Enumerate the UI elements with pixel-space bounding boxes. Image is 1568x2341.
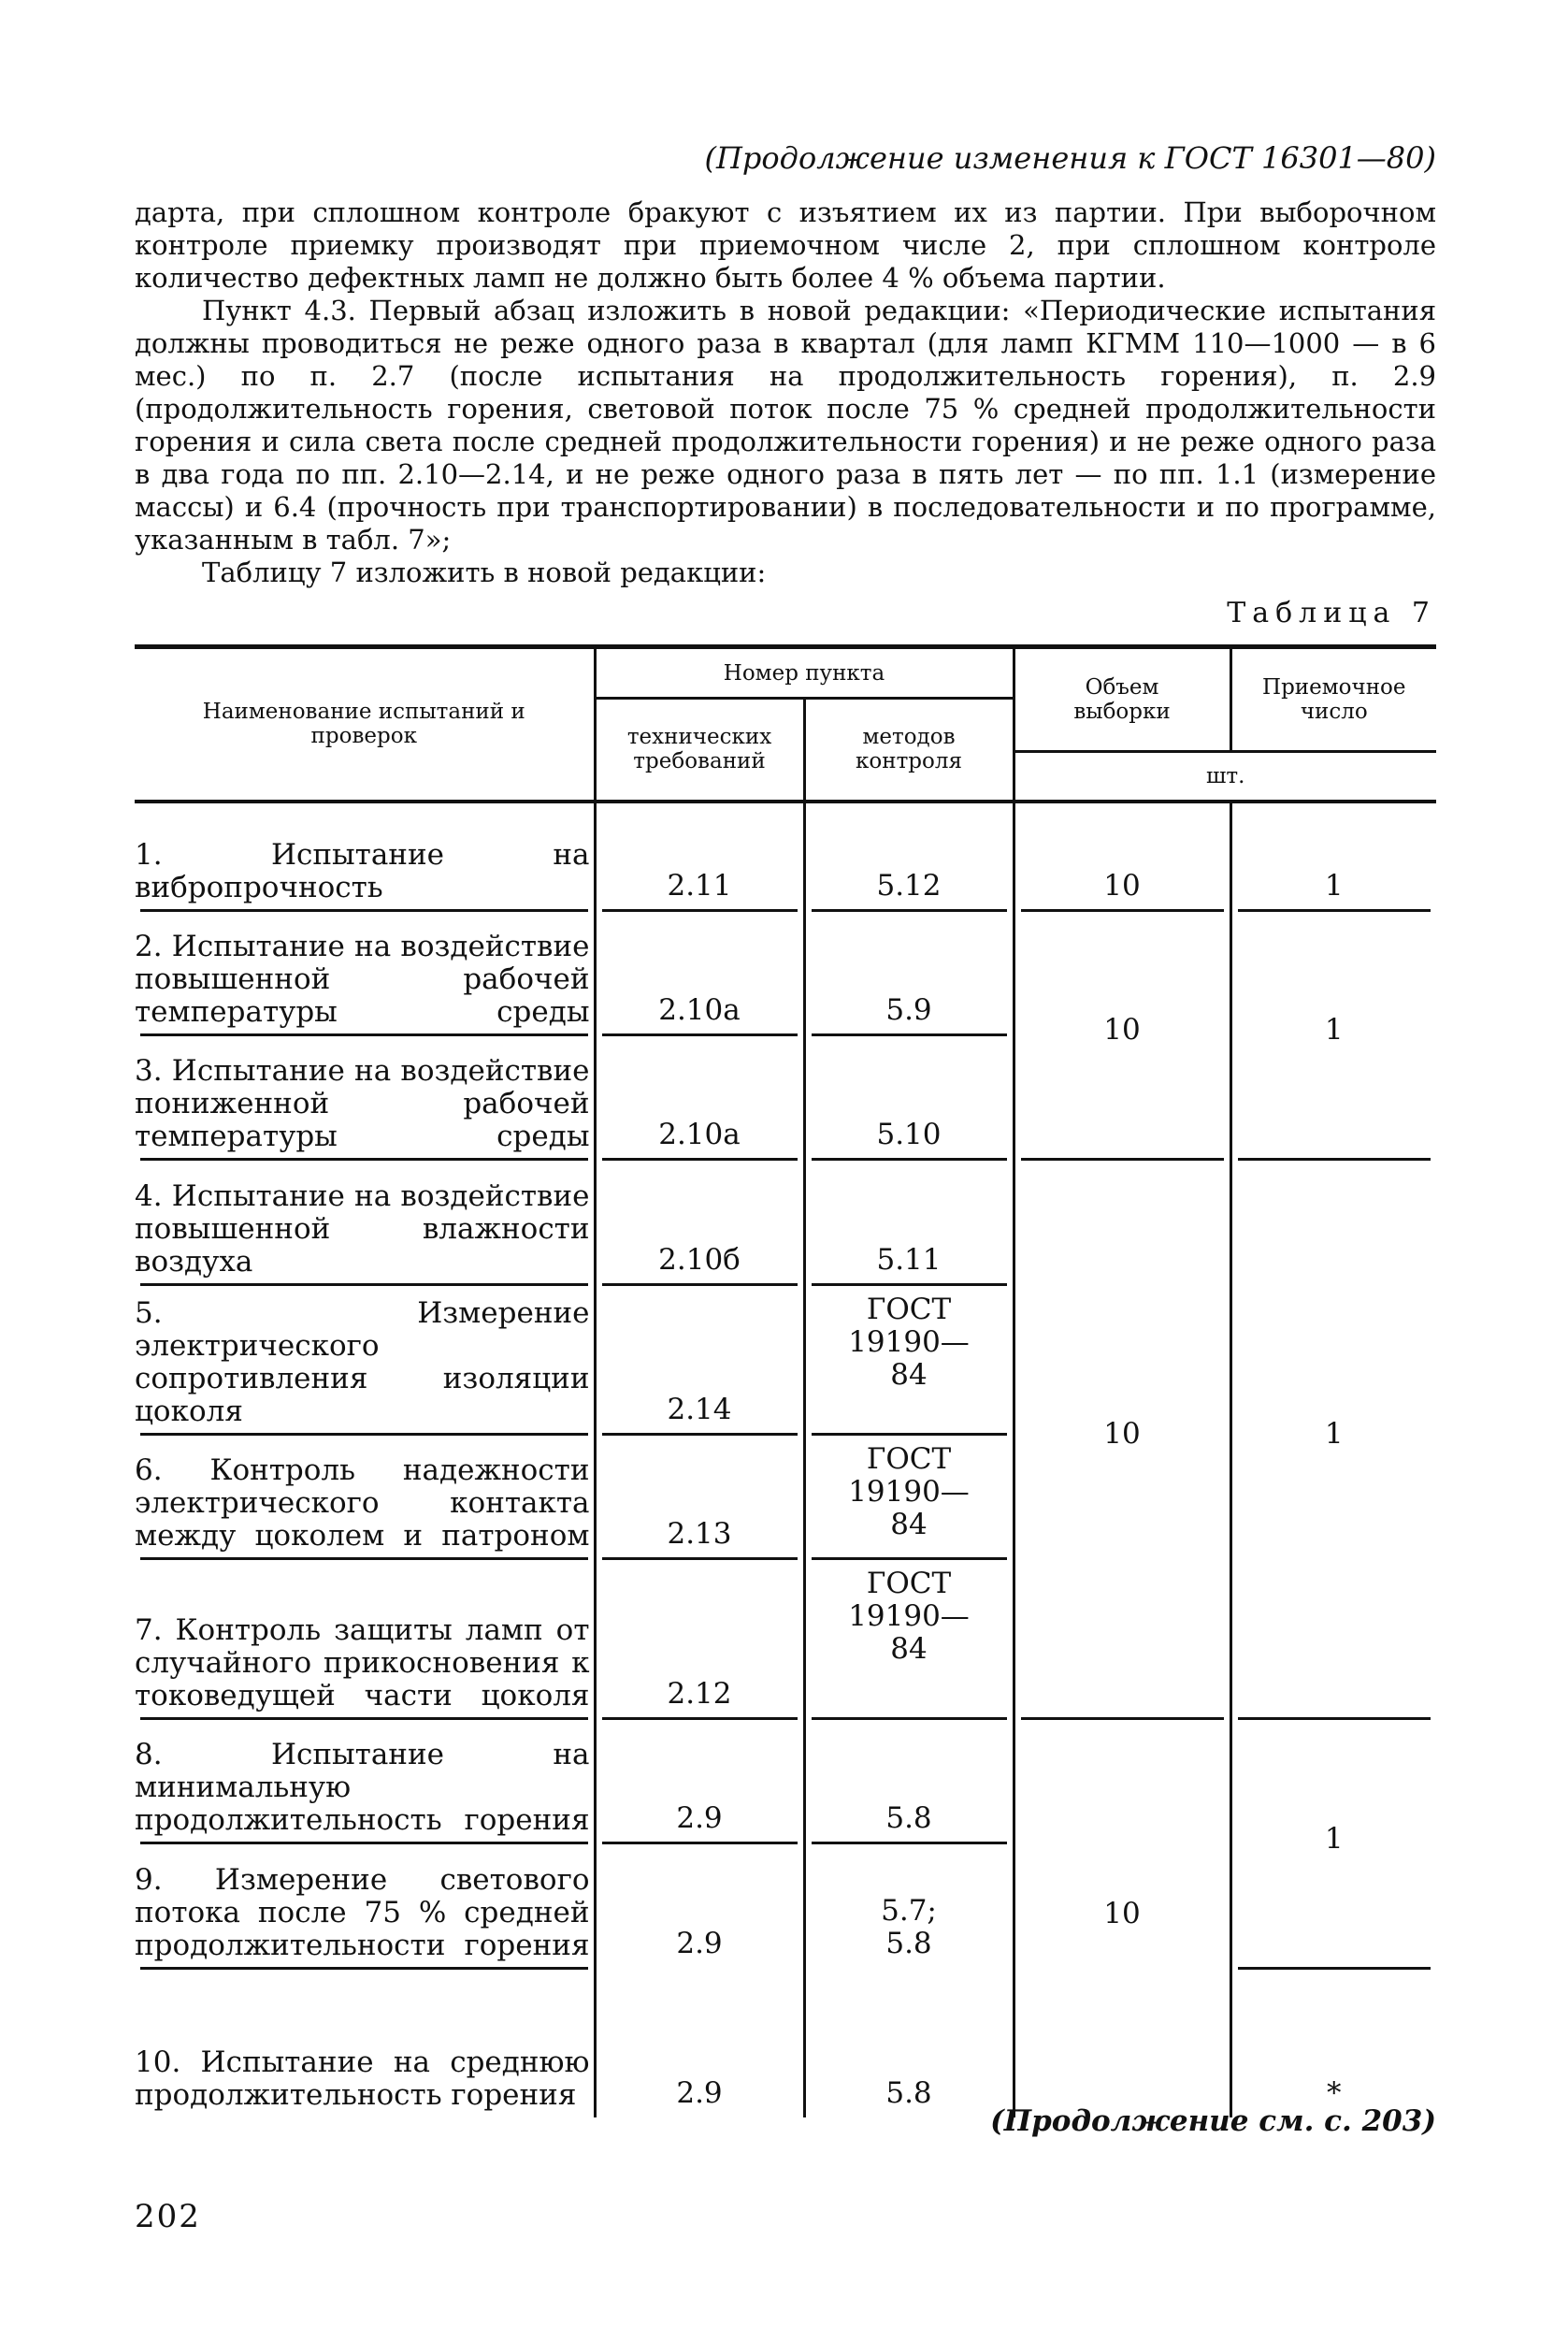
method-ref: 5.11 bbox=[804, 1159, 1014, 1284]
test-name: 4. Испытание на воздействие повышенной влажности воздуха bbox=[135, 1159, 595, 1284]
accept-number: 1 bbox=[1230, 1718, 1436, 1968]
table-7 bbox=[135, 644, 1436, 2117]
test-name: 5. Измерение электрического сопротивления изоляции цоколя bbox=[135, 1284, 595, 1434]
method-ref: 5.10 bbox=[804, 1034, 1014, 1159]
tech-ref: 2.12 bbox=[595, 1558, 804, 1718]
continuation-note: (Продолжение см. с. 203) bbox=[990, 2104, 1436, 2138]
method-ref: 5.12 bbox=[804, 802, 1014, 910]
paragraph: дарта, при сплошном контроле бракуют с изъятием их из партии. При выборочном контроле приемку производят при приемочном числе 2, при сплошном контроле количество дефектных ламп не должно быть более 4 % объема партии. bbox=[135, 196, 1436, 294]
paragraph: Таблицу 7 изложить в новой редакции: bbox=[202, 556, 767, 588]
table-row bbox=[135, 802, 1436, 910]
method-ref: 5.8 bbox=[804, 1718, 1014, 1842]
tech-ref: 2.9 bbox=[595, 1968, 804, 2117]
tech-ref: 2.10а bbox=[595, 1034, 804, 1159]
tech-ref: 2.10б bbox=[595, 1159, 804, 1284]
header-accept: Приемочное число bbox=[1230, 647, 1436, 752]
method-ref: 5.8 bbox=[804, 1968, 1014, 2117]
header-unit: шт. bbox=[1014, 752, 1436, 802]
table-row bbox=[135, 1968, 1436, 2117]
sample-size: 10 bbox=[1014, 1718, 1230, 2117]
running-header: (Продолжение изменения к ГОСТ 16301—80) bbox=[704, 140, 1436, 176]
table-caption: Таблица 7 bbox=[1227, 597, 1436, 629]
body-text bbox=[135, 196, 1436, 589]
test-name: 2. Испытание на воздействие повышенной рабочей температуры среды bbox=[135, 910, 595, 1034]
test-name: 7. Контроль защиты ламп от случайного прикосновения к токоведущей части цоколя bbox=[135, 1558, 595, 1718]
method-ref: 5.7; 5.8 bbox=[804, 1842, 1014, 1968]
header-sample: Объем выборки bbox=[1014, 647, 1230, 752]
accept-number: 1 bbox=[1230, 802, 1436, 910]
test-name: 1. Испытание на вибропрочность bbox=[135, 802, 595, 910]
accept-number: 1 bbox=[1230, 1159, 1436, 1718]
header-item-number: Номер пункта bbox=[595, 647, 1014, 699]
tech-ref: 2.13 bbox=[595, 1434, 804, 1558]
sample-size: 10 bbox=[1014, 910, 1230, 1159]
tech-ref: 2.11 bbox=[595, 802, 804, 910]
header-methods: методов контроля bbox=[804, 699, 1014, 802]
sample-size: 10 bbox=[1014, 1159, 1230, 1718]
tech-ref: 2.14 bbox=[595, 1284, 804, 1434]
test-name: 9. Измерение светового потока после 75 % средней продолжительности горения bbox=[135, 1842, 595, 1968]
test-name: 3. Испытание на воздействие пониженной рабочей температуры среды bbox=[135, 1034, 595, 1159]
method-ref: ГОСТ 19190—84 bbox=[804, 1558, 1014, 1718]
header-name: Наименование испытаний и проверок bbox=[202, 700, 525, 749]
test-name: 10. Испытание на среднюю продолжительность горения bbox=[135, 2045, 590, 2112]
paragraph: Пункт 4.3. Первый абзац изложить в новой редакции: «Периодические испытания должны проводиться не реже одного раза в квартал (для ламп КГММ 110—1000 — в 6 мес.) по п. 2.7 (после испытания на продолжительность горения), п. 2.9 (продолжительность горения, световой поток после 75 % средней продолжительности горения и сила света после средней продолжительности горения) и не реже одного раза в два года по пп. 2.10—2.14, и не реже одного раза в пять лет — по пп. 1.1 (измерение массы) и 6.4 (прочность при транспортировании) в последовательности и по программе, указанным в табл. 7»; bbox=[135, 295, 1436, 556]
accept-number: * bbox=[1230, 1968, 1436, 2117]
test-name: 6. Контроль надежности электрического контакта между цоколем и патроном bbox=[135, 1434, 595, 1558]
table-row bbox=[135, 1159, 1436, 1284]
sample-size: 10 bbox=[1014, 802, 1230, 910]
accept-number: 1 bbox=[1230, 910, 1436, 1159]
page-number: 202 bbox=[135, 2198, 201, 2235]
header-tech: технических требований bbox=[595, 699, 804, 802]
tech-ref: 2.9 bbox=[595, 1842, 804, 1968]
tech-ref: 2.9 bbox=[595, 1718, 804, 1842]
method-ref: 5.9 bbox=[804, 910, 1014, 1034]
method-ref: ГОСТ 19190—84 bbox=[804, 1284, 1014, 1434]
table-row bbox=[135, 910, 1436, 1034]
test-name: 8. Испытание на минимальную продолжительность горения bbox=[135, 1718, 595, 1842]
tech-ref: 2.10а bbox=[595, 910, 804, 1034]
method-ref: ГОСТ 19190—84 bbox=[804, 1434, 1014, 1558]
table-row bbox=[135, 1718, 1436, 1842]
